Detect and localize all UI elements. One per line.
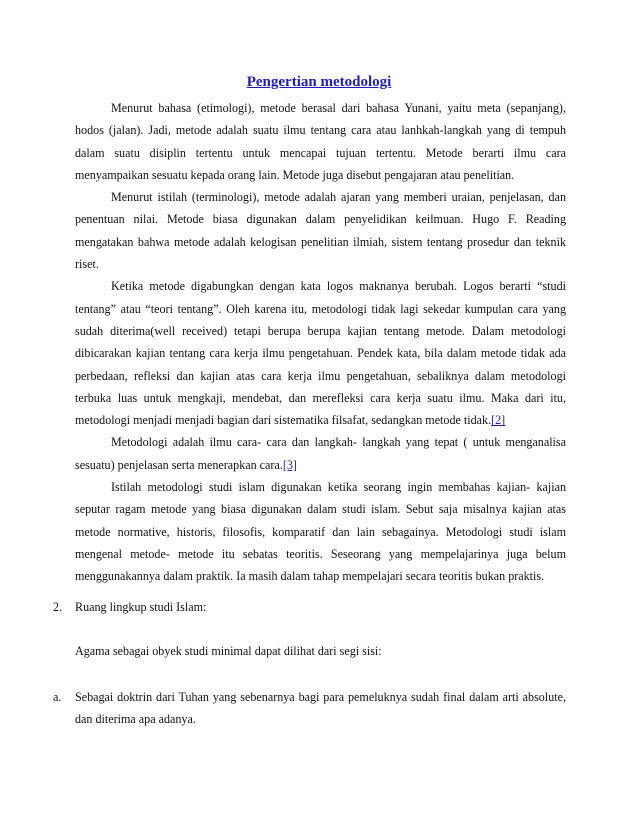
- paragraph-text: Istilah metodologi studi islam digunakan ketika seorang ingin membahas kajian- kajian seputar ragam metode yang biasa digunakan dalam studi islam. Sebut saja misalnya kajian atas metode normative, historis, filosofis, komparatif dan lain sebagainya. Metodologi studi islam mengenal metode- metode itu sebatas teoritis. Seseorang yang mempelajarinya juga belum menggunakannya dalam praktik. Ia masih dalam tahap mempelajari secara teoritis bukan praktis.: [75, 480, 566, 584]
- paragraph-metodologi-studi-islam: [75, 476, 566, 587]
- paragraph-etimologi: [75, 97, 566, 186]
- section-heading-text: Ruang lingkup studi Islam:: [75, 600, 207, 614]
- paragraph-metodologi-definisi: [75, 431, 566, 476]
- paragraph-text: Menurut bahasa (etimologi), metode berasal dari bahasa Yunani, yaitu meta (sepanjang), hodos (jalan). Jadi, metode adalah suatu ilmu tentang cara atau lanhkah-langkah yang di tempuh dalam suatu disiplin tertentu untuk mencapai tujuan tertentu. Metode berarti ilmu cara menyampaikan sesuatu kepada orang lain. Metode juga disebut pengajaran atau penelitian.: [75, 101, 566, 182]
- paragraph-text: Ketika metode digabungkan dengan kata logos maknanya berubah. Logos berarti “studi tentang” atau “teori tentang”. Oleh karena itu, metodologi tidak lagi sekedar kumpulan cara yang sudah diterima(well received) tetapi berupa berupa kajian tentang metode. Dalam metodologi dibicarakan kajian tentang cara kerja ilmu pengetahuan. Pendek kata, bila dalam metode tidak ada perbedaan, refleksi dan kajian atas cara kerja ilmu pengetahuan, sebaliknya dalam metodologi terbuka luas untuk mengkaji, mendebat, dan merefleksi cara kerja suatu ilmu. Maka dari itu, metodologi menjadi menjadi bagian dari sistematika filsafat, sedangkan metode tidak.: [75, 279, 566, 428]
- intro-line: Agama sebagai obyek studi minimal dapat dilihat dari segi sisi:: [75, 644, 382, 658]
- paragraph-text: Menurut istilah (terminologi), metode adalah ajaran yang memberi uraian, penjelasan, dan penentuan nilai. Metode biasa digunakan dalam penyelidikan keilmuan. Hugo F. Reading mengatakan bahwa metode adalah kelogisan penelitian ilmiah, sistem tentang prosedur dan teknik riset.: [75, 190, 566, 272]
- list-item-a: [53, 686, 566, 731]
- section-2-heading: [53, 596, 566, 618]
- list-item-text: Sebagai doktrin dari Tuhan yang sebenarnya bagi para pemeluknya sudah final dalam arti absolute, dan diterima apa adanya.: [75, 690, 566, 727]
- document-body: [75, 97, 566, 588]
- section-number: 2.: [53, 600, 63, 614]
- paragraph-text: Metodologi adalah ilmu cara- cara dan langkah- langkah yang tepat ( untuk menganalisa sesuatu) penjelasan serta menerapkan cara.: [75, 435, 566, 472]
- footnote-link-3[interactable]: [3]: [282, 457, 297, 472]
- list-marker: a.: [53, 690, 62, 704]
- footnote-link-2[interactable]: [2]: [491, 413, 506, 428]
- paragraph-terminologi: [75, 186, 566, 275]
- page-title: Pengertian metodologi: [246, 74, 392, 90]
- paragraph-logos: [75, 275, 566, 431]
